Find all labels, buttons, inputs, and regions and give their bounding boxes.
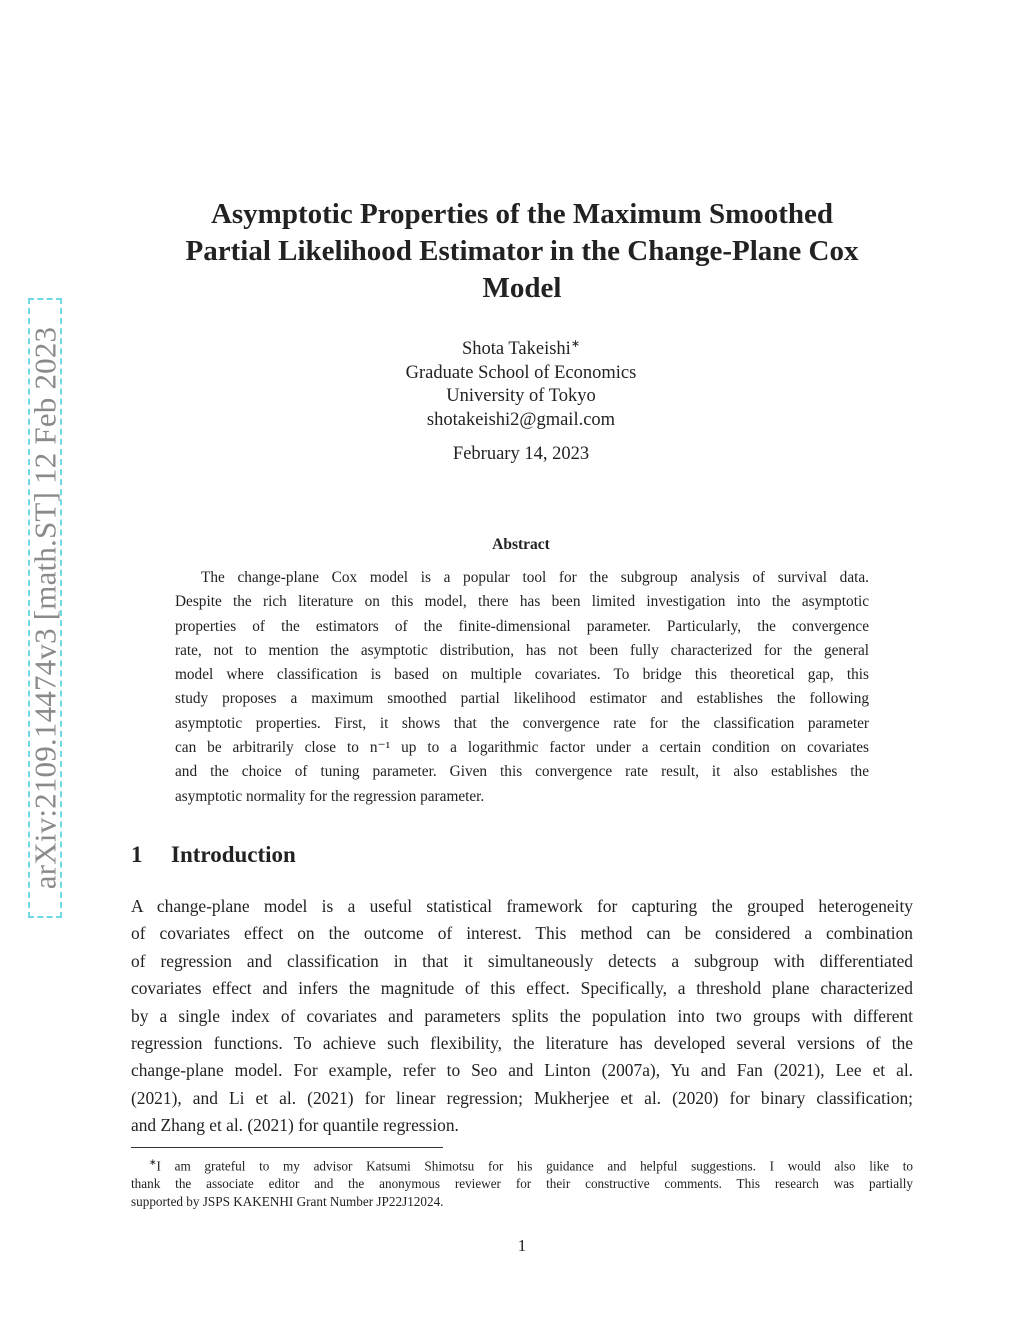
author-footnote-mark: ∗ (570, 338, 581, 350)
author-affiliation-2: University of Tokyo (446, 386, 596, 407)
abstract-line: asymptotic normality for the regression parameter. (175, 787, 485, 805)
author-block (300, 333, 742, 432)
paragraph-line: of covariates effect on the outcome of interest. This method can be considered a combination (131, 923, 913, 944)
abstract-line: Despite the rich literature on this model, there has been limited investigation into the asymptotic (175, 593, 869, 611)
arxiv-identifier-stamp (28, 298, 62, 918)
author-email[interactable]: shotakeishi2@gmail.com (426, 409, 616, 430)
abstract-line: model where classification is based on multiple covariates. To bridge this theoretical gap, this (175, 666, 869, 684)
abstract-heading: Abstract (492, 536, 550, 553)
abstract-line: asymptotic properties. First, it shows that the convergence rate for the classification parameter (175, 714, 869, 732)
abstract-line: can be arbitrarily close to n⁻¹ up to a logarithmic factor under a certain condition on covariates (175, 739, 869, 757)
publication-date: February 14, 2023 (452, 444, 590, 464)
introduction-paragraph (131, 893, 913, 1140)
abstract-line: and the choice of tuning parameter. Given this convergence rate result, it also establishes the (175, 763, 869, 781)
title-line-3: Model (482, 272, 562, 304)
author-name: Shota Takeishi (461, 339, 571, 360)
author-affiliation-1: Graduate School of Economics (405, 362, 637, 383)
footnote-mark: ∗ (149, 1157, 157, 1167)
page-number: 1 (517, 1236, 527, 1255)
paper-title (120, 196, 924, 307)
footnote-line-text: I am grateful to my advisor Katsumi Shimotsu for his guidance and helpful suggestions. I would also like to (156, 1158, 913, 1174)
footnote-line: supported by JSPS KAKENHI Grant Number JP22J12024. (131, 1194, 444, 1210)
section-title: Introduction (171, 842, 296, 867)
section-heading-introduction (131, 842, 296, 868)
footnote-line: thank the associate editor and the anonymous reviewer for their constructive comments. This research was partially (131, 1176, 913, 1192)
paragraph-line: covariates effect and infers the magnitude of this effect. Specifically, a threshold plane characterized (131, 978, 913, 999)
paragraph-line: A change-plane model is a useful statistical framework for capturing the grouped heterogeneity (131, 896, 913, 916)
paragraph-line: change-plane model. For example, refer to Seo and Linton (2007a), Yu and Fan (2021), Lee et al. (131, 1060, 913, 1081)
paragraph-line: by a single index of covariates and parameters splits the population into two groups with different (131, 1005, 913, 1026)
abstract-line: study proposes a maximum smoothed partial likelihood estimator and establishes the following (175, 690, 869, 708)
footnote-line (131, 1153, 913, 1175)
paragraph-line: and Zhang et al. (2021) for quantile regression. (131, 1115, 459, 1136)
footnote (131, 1153, 913, 1211)
title-line-2: Partial Likelihood Estimator in the Change-Plane Cox (185, 235, 859, 267)
paragraph-line: (2021), and Li et al. (2021) for linear regression; Mukherjee et al. (2020) for binary classification; (131, 1087, 913, 1108)
paragraph-line: regression functions. To achieve such flexibility, the literature has developed several versions of the (131, 1033, 913, 1054)
section-number: 1 (131, 842, 143, 867)
abstract-line: rate, not to mention the asymptotic distribution, has not been fully characterized for the general (175, 641, 869, 659)
abstract-body (175, 566, 869, 809)
arxiv-identifier-text: arXiv:2109.14474v3 [math.ST] 12 Feb 2023 (27, 326, 63, 890)
abstract-line: properties of the estimators of the finite-dimensional parameter. Particularly, the convergence (175, 617, 869, 635)
title-line-1: Asymptotic Properties of the Maximum Smoothed (210, 198, 834, 230)
paragraph-line: of regression and classification in that it simultaneously detects a subgroup with differentiated (131, 950, 913, 971)
author-name-line (300, 333, 742, 362)
footnote-divider (131, 1147, 443, 1148)
abstract-line: The change-plane Cox model is a popular tool for the subgroup analysis of survival data. (201, 569, 869, 586)
